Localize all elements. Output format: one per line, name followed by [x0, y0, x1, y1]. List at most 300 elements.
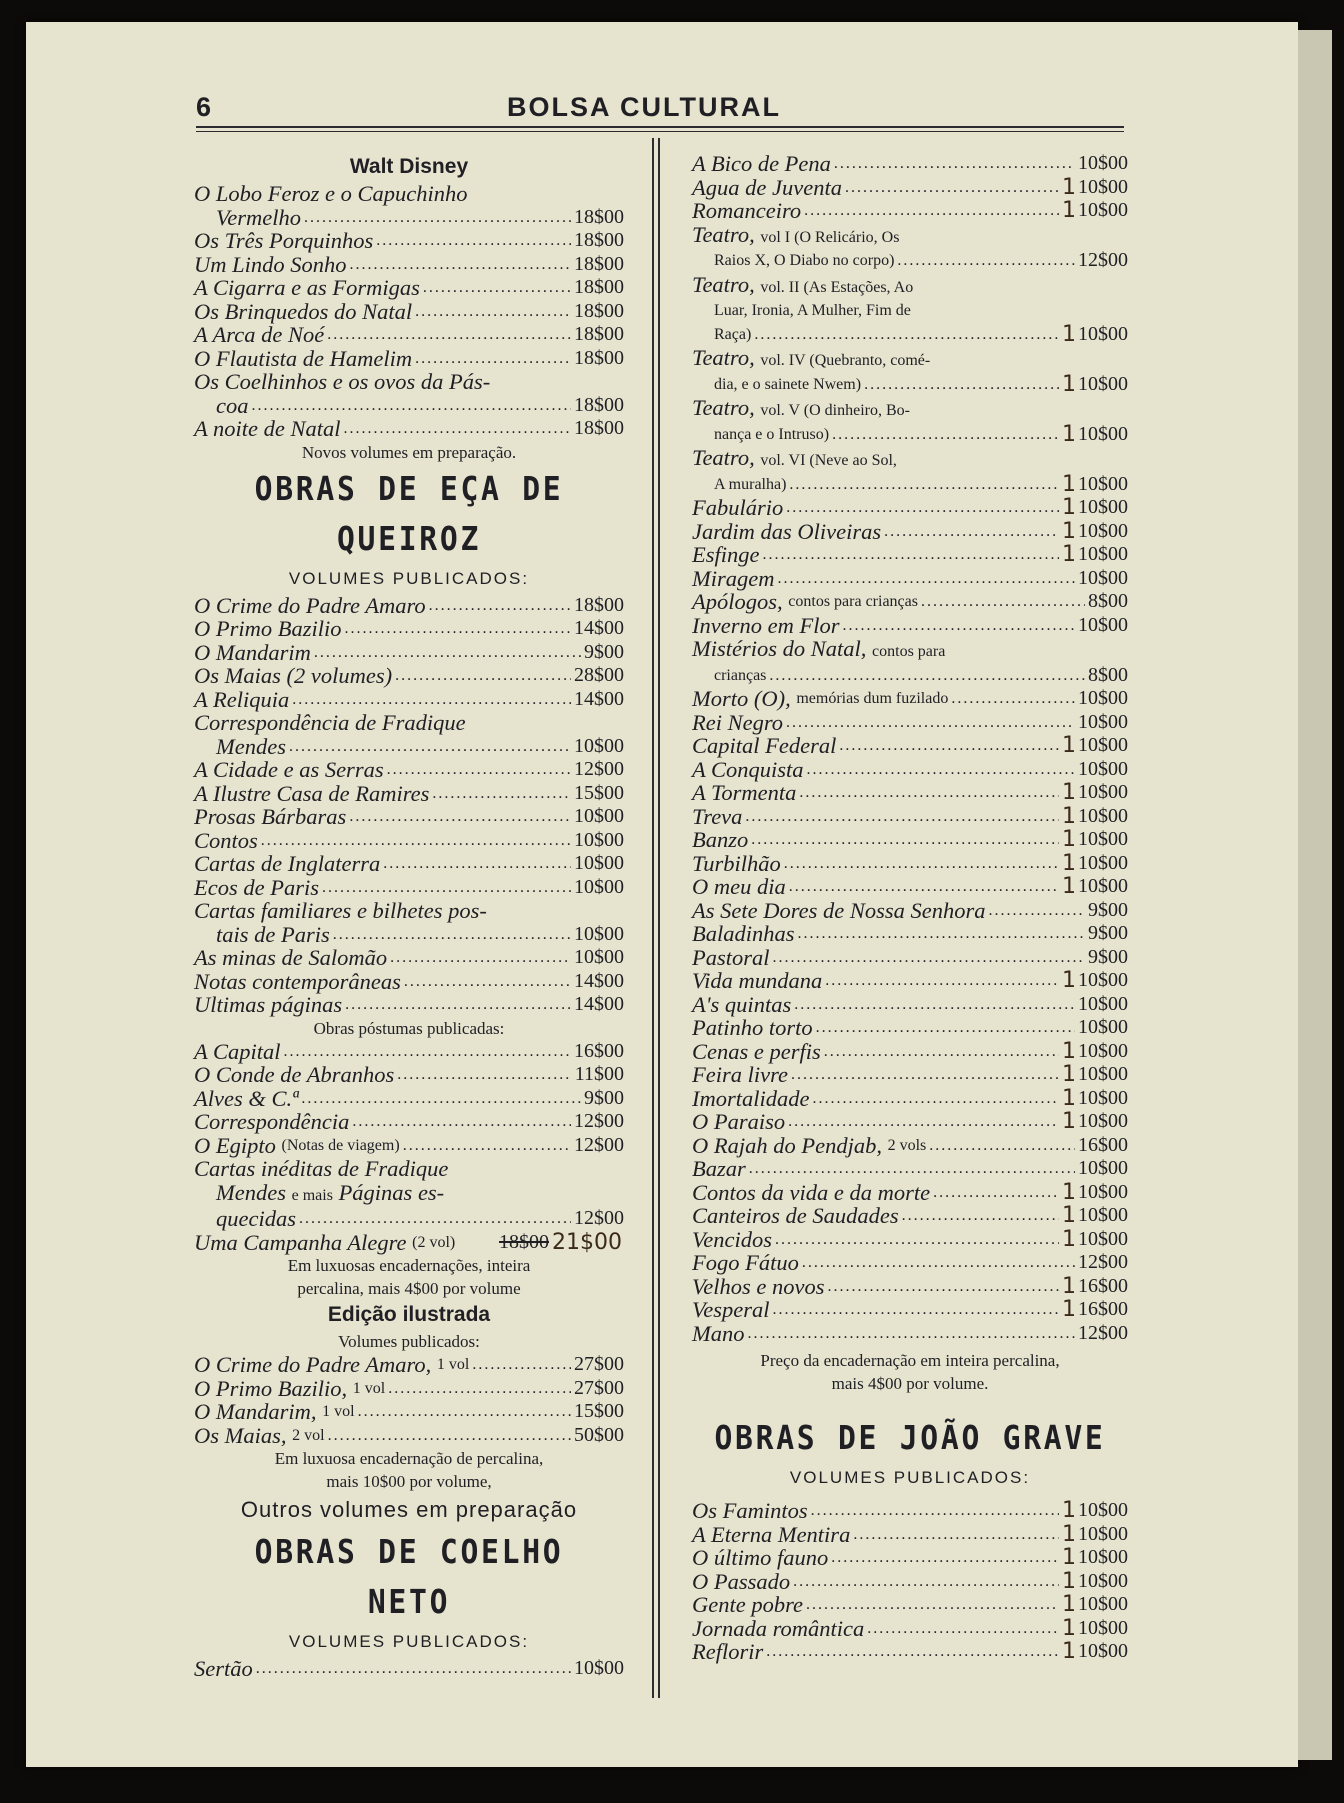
entry-price: 11$00 [574, 1063, 624, 1085]
list-item [692, 1640, 1128, 1664]
entry-title: coa [216, 392, 249, 418]
list-item [692, 758, 1128, 782]
misterios-entry [692, 637, 1128, 664]
teatro-6-line-2 [692, 473, 1128, 497]
teatro-4-entry [692, 346, 1128, 373]
entry-title: A Cidade e as Serras [194, 757, 384, 782]
entry-title: Cartas inéditas de Fradique [194, 1156, 449, 1181]
entry-title: As Sete Dores de Nossa Senhora [692, 897, 986, 923]
entry-title: O Passado [692, 1568, 791, 1594]
entry-title: Os Famintos [692, 1498, 808, 1523]
entry-title: Cartas de Inglaterra [194, 851, 381, 876]
entry-price: 12$00 [1078, 249, 1128, 271]
handwritten-mark: 1 [1062, 174, 1076, 200]
entry-price: 10$00 [574, 922, 624, 945]
entry-price: 12$00 [574, 1110, 624, 1132]
list-item [692, 922, 1128, 946]
list-item [692, 899, 1128, 923]
entry-subtitle: 1 vol [352, 1379, 386, 1397]
list-item [692, 1157, 1128, 1181]
list-item [194, 300, 624, 324]
entry-price: 10$00 [1078, 175, 1128, 198]
handwritten-mark: 1 [1062, 198, 1076, 223]
entry-subtitle: A muralha) [714, 475, 787, 493]
list-item [194, 1134, 624, 1158]
entry-title: Um Lindo Sonho [194, 251, 347, 277]
entry-price: 16$00 [1078, 1274, 1128, 1297]
list-item [692, 520, 1128, 544]
entry-price: 10$00 [1078, 1616, 1128, 1639]
entry-subtitle: nança e o Intruso) [714, 425, 830, 443]
entry-price: 10$00 [1078, 1180, 1128, 1203]
cartas-ineditas-entry [194, 1157, 624, 1207]
handwritten-mark: 1 [1062, 1498, 1076, 1523]
entry-title: A noite de Natal [194, 416, 341, 441]
entry-price: 14$00 [574, 617, 624, 639]
entry-price: 10$00 [1078, 1593, 1128, 1615]
entry-title: O Primo Bazilio, [194, 1375, 348, 1401]
entry-price: 10$00 [1078, 566, 1128, 589]
entry-title: O Flautista de Hamelim [194, 345, 413, 371]
entry-price: 18$00 [574, 276, 624, 298]
entry-title: Pastoral [692, 944, 770, 970]
entry-price: 18$00 [574, 346, 624, 369]
left-column [194, 152, 624, 1681]
entry-price: 10$00 [1078, 687, 1128, 709]
list-item [692, 946, 1128, 970]
entry-subtitle: (Notas de viagem) [281, 1136, 400, 1154]
list-item [692, 1228, 1128, 1252]
entry-title: Capital Federal [692, 733, 837, 758]
entry-title: Treva [692, 803, 743, 829]
entry-price: 10$00 [1078, 496, 1128, 518]
entry-price: 12$00 [574, 1133, 624, 1156]
teatro-6-entry [692, 446, 1128, 473]
header-rule-thin [196, 131, 1124, 132]
teatro-2-line-3 [692, 323, 1128, 347]
entry-subtitle: 2 vols [887, 1136, 927, 1154]
entry-price: 50$00 [574, 1423, 624, 1446]
entry-price: 8$00 [1088, 590, 1128, 612]
grave-list [692, 1499, 1128, 1664]
list-item [692, 805, 1128, 829]
entry-price: 10$00 [1078, 322, 1128, 345]
list-item [692, 567, 1128, 591]
list-item [692, 1087, 1128, 1111]
entry-price: 9$00 [1088, 945, 1128, 968]
ilustrada-volumes-heading: Volumes publicados: [338, 1332, 480, 1351]
list-item [194, 1063, 624, 1087]
entry-title: Os Maias, [194, 1422, 287, 1448]
entry-title: O Paraiso [692, 1109, 786, 1134]
grave-volumes-heading: VOLUMES PUBLICADOS: [789, 1468, 1031, 1487]
entry-price: 10$00 [1078, 1204, 1128, 1226]
entry-title: Correspondência de Fradique [194, 710, 466, 735]
entry-title: Fogo Fátuo [692, 1250, 799, 1275]
ilustrada-note-1: Em luxuosa encadernação de percalina, [274, 1449, 544, 1468]
list-item [194, 946, 624, 970]
handwritten-mark: 1 [1062, 321, 1076, 347]
list-item [692, 781, 1128, 805]
teatro-2-entry [692, 273, 1128, 323]
section-heading-coelho-neto: OBRAS DE COELHO NETO [254, 1532, 564, 1621]
entry-title: Sertão [194, 1656, 253, 1681]
section-heading-joao-grave: OBRAS DE JOÃO GRAVE [714, 1418, 1106, 1457]
list-item [194, 417, 624, 441]
list-item [194, 782, 624, 806]
entry-title: Rei Negro [692, 709, 784, 735]
entry-subtitle: (2 vol) [412, 1233, 456, 1251]
page-number: 6 [196, 92, 212, 122]
entry-title: Jornada romântica [692, 1615, 865, 1641]
entry-price: 10$00 [1078, 1499, 1128, 1521]
entry-price: 9$00 [1088, 922, 1128, 944]
list-item [194, 923, 624, 947]
list-item [194, 1353, 624, 1377]
entry-title: Morto (O), [692, 686, 791, 711]
section-heading-ilustrada: Edição ilustrada [327, 1303, 491, 1326]
entry-price: 10$00 [1078, 613, 1128, 636]
list-item [692, 1546, 1128, 1570]
list-item [194, 805, 624, 829]
entry-title: Os Brinquedos do Natal [194, 298, 413, 324]
entry-price: 10$00 [1078, 734, 1128, 756]
entry-title: A's quintas [692, 991, 792, 1017]
entry-title-line [194, 711, 624, 735]
entry-price: 10$00 [1078, 1522, 1128, 1545]
list-item [692, 1523, 1128, 1547]
entry-price: 10$00 [1078, 757, 1128, 780]
entry-price: 9$00 [1088, 898, 1128, 921]
entry-title: A Bico de Pena [692, 151, 831, 176]
entry-title: Baladinhas [692, 921, 795, 946]
handwritten-mark: 1 [1062, 471, 1076, 497]
entry-title: O Mandarim, [194, 1399, 317, 1424]
list-item [692, 1063, 1128, 1087]
entry-price: 18$00 [499, 1230, 549, 1253]
entry-title-line [194, 182, 624, 206]
entry-title: Mistérios do Natal, [692, 636, 867, 661]
entry-title: Gente pobre [692, 1592, 804, 1617]
entry-title: A Conquista [692, 756, 804, 782]
entry-title: Alves & C.ª [194, 1085, 299, 1111]
list-item [692, 1040, 1128, 1064]
list-item [692, 687, 1128, 711]
handwritten-mark: 1 [1062, 518, 1076, 544]
entry-subtitle: Raça) [714, 325, 752, 343]
handwritten-mark: 1 [1062, 1639, 1076, 1664]
entry-price: 10$00 [1078, 472, 1128, 495]
handwritten-mark: 1 [1062, 1521, 1076, 1547]
entry-price: 10$00 [1078, 372, 1128, 395]
list-item [194, 735, 624, 759]
entry-price: 10$00 [1078, 710, 1128, 733]
entry-title: Prosas Bárbaras [194, 804, 347, 829]
entry-price: 10$00 [1078, 422, 1128, 445]
handwritten-mark: 1 [1062, 1109, 1076, 1134]
entry-title: Contos [194, 827, 258, 853]
entry-subtitle: crianças [714, 666, 767, 684]
entry-title: Vencidos [692, 1226, 772, 1252]
handwritten-mark: 1 [1062, 421, 1076, 447]
list-item [194, 1110, 624, 1134]
list-item [692, 1181, 1128, 1205]
teatro-1-line-2 [692, 249, 1128, 273]
handwritten-mark: 1 [1062, 495, 1076, 520]
entry-price: 18$00 [574, 593, 624, 616]
entry-title: quecidas [216, 1206, 296, 1231]
list-item [194, 276, 624, 300]
entry-title: Velhos e novos [692, 1273, 825, 1299]
entry-title: Uma Campanha Alegre [194, 1229, 407, 1255]
entry-title: Vesperal [692, 1297, 770, 1322]
entry-price: 10$00 [1078, 875, 1128, 897]
entry-price: 10$00 [574, 805, 624, 827]
list-item [194, 876, 624, 900]
entry-price: 10$00 [1078, 851, 1128, 874]
list-item [692, 1593, 1128, 1617]
list-item [692, 1016, 1128, 1040]
list-item [692, 969, 1128, 993]
entry-title: Cenas e perfis [692, 1038, 821, 1064]
entry-price: 10$00 [1078, 1063, 1128, 1085]
entry-title: Teatro, [692, 395, 755, 420]
handwritten-mark: 1 [1062, 1297, 1076, 1322]
entry-title: Mendes [216, 733, 286, 759]
entry-price: 10$00 [574, 828, 624, 851]
right-column [692, 152, 1128, 1664]
entry-price: 10$00 [574, 946, 624, 968]
handwritten-mark: 1 [1062, 542, 1076, 567]
entry-price: 14$00 [574, 687, 624, 710]
entry-price: 10$00 [574, 852, 624, 874]
list-item [692, 1251, 1128, 1275]
entry-price: 18$00 [574, 205, 624, 228]
list-item [194, 347, 624, 371]
entry-price: 10$00 [574, 1657, 624, 1679]
entry-price: 18$00 [574, 252, 624, 275]
list-item [194, 993, 624, 1017]
entry-price: 10$00 [1078, 804, 1128, 827]
list-item [194, 1377, 624, 1401]
coelho-volumes-heading: VOLUMES PUBLICADOS: [288, 1632, 530, 1651]
entry-price: 10$00 [1078, 1569, 1128, 1592]
entry-price: 10$00 [1078, 152, 1128, 174]
entry-title: Cartas familiares e bilhetes pos- [194, 898, 487, 923]
entry-title: Romanceiro [692, 198, 802, 223]
entry-price: 18$00 [574, 323, 624, 345]
entry-title: Os Maias (2 volumes) [194, 663, 393, 688]
entry-title: Teatro, [692, 345, 755, 370]
list-item [194, 594, 624, 618]
list-item [692, 496, 1128, 520]
entry-title: O meu dia [692, 874, 786, 899]
list-item [692, 199, 1128, 223]
eca-list [194, 594, 624, 1017]
handwritten-mark: 1 [1062, 803, 1076, 829]
entry-price: 10$00 [1078, 1227, 1128, 1250]
list-item [194, 664, 624, 688]
entry-title: A Tormenta [692, 780, 797, 805]
entry-price: 9$00 [584, 1086, 624, 1109]
list-item [692, 543, 1128, 567]
entry-title: Miragem [692, 565, 775, 591]
entry-title: Os Coelhinhos e os ovos da Pás- [194, 369, 491, 394]
handwritten-price: 21$00 [552, 1229, 622, 1255]
entry-price: 10$00 [1078, 543, 1128, 565]
entry-title: O Conde de Abranhos [194, 1062, 395, 1087]
handwritten-mark: 1 [1062, 1062, 1076, 1087]
list-item [692, 152, 1128, 176]
list-item [692, 590, 1128, 614]
entry-title: Inverno em Flor [692, 612, 840, 638]
entry-title: Mendes [216, 1179, 286, 1205]
list-item [692, 993, 1128, 1017]
entry-title: A Arca de Noé [194, 322, 325, 347]
entry-price: 10$00 [1078, 1039, 1128, 1062]
list-item [194, 641, 624, 665]
entry-title-line [194, 370, 624, 394]
handwritten-mark: 1 [1062, 371, 1076, 397]
entry-title: Canteiros de Saudades [692, 1203, 899, 1228]
entry-title: Esfinge [692, 542, 760, 567]
entry-price: 14$00 [574, 993, 624, 1015]
entry-subtitle: vol. II (As Estações, Ao [760, 278, 914, 296]
entry-price: 10$00 [1078, 199, 1128, 221]
section-heading-eca: OBRAS DE EÇA DE QUEIROZ [254, 468, 564, 558]
next-page-edge [1298, 30, 1332, 1760]
section-heading-disney: Walt Disney [349, 155, 469, 178]
entry-title: Reflorir [692, 1639, 764, 1664]
entry-title: Banzo [692, 827, 749, 852]
entry-title: O Crime do Padre Amaro, [194, 1352, 432, 1377]
list-item [194, 1424, 624, 1448]
entry-subtitle: vol. V (O dinheiro, Bo- [760, 402, 910, 419]
sertao-entry [194, 1657, 624, 1681]
entry-price: 10$00 [1078, 1110, 1128, 1132]
list-item [692, 711, 1128, 735]
entry-subtitle: 2 vol [292, 1426, 325, 1444]
page-title: BOLSA CULTURAL [507, 92, 781, 122]
list-item [692, 614, 1128, 638]
handwritten-mark: 1 [1062, 874, 1076, 899]
entry-price: 10$00 [574, 875, 624, 898]
entry-subtitle: contos para crianças [788, 593, 918, 610]
entry-price: 10$00 [1078, 969, 1128, 991]
coelho-list-a [692, 152, 1128, 223]
entry-price: 18$00 [574, 417, 624, 439]
list-item [194, 323, 624, 347]
handwritten-mark: 1 [1062, 780, 1076, 805]
entry-subtitle: 1 vol [436, 1356, 470, 1373]
handwritten-mark: 1 [1062, 968, 1076, 993]
entry-title: A Capital [194, 1038, 281, 1064]
handwritten-mark: 1 [1062, 1226, 1076, 1252]
list-item [692, 1110, 1128, 1134]
postumas-list [194, 1040, 624, 1158]
column-divider-thin [658, 138, 660, 1698]
list-item [692, 1134, 1128, 1158]
entry-title: O Egipto [194, 1132, 276, 1158]
entry-title: O Primo Bazilio [194, 616, 342, 641]
entry-subtitle: 1 vol [322, 1403, 355, 1420]
header-rule [196, 126, 1124, 128]
teatro-5-line-2 [692, 423, 1128, 447]
entry-title: O último fauno [692, 1545, 829, 1570]
list-item [692, 875, 1128, 899]
entry-price: 16$00 [574, 1039, 624, 1062]
list-item [692, 1499, 1128, 1523]
entry-price: 12$00 [1078, 1321, 1128, 1344]
entry-title: tais de Paris [216, 921, 330, 947]
list-item [194, 852, 624, 876]
entry-price: 10$00 [1078, 828, 1128, 850]
entry-subtitle: vol. IV (Quebranto, comé- [760, 352, 931, 369]
list-item [194, 394, 624, 418]
handwritten-mark: 1 [1062, 1179, 1076, 1205]
entry-title: Fabulário [692, 495, 784, 520]
coelho-list-b [692, 496, 1128, 637]
column-divider [652, 138, 654, 1698]
entry-title: As minas de Salomão [194, 945, 388, 970]
entry-title: Feira livre [692, 1062, 789, 1087]
entry-title: Apólogos, [692, 589, 783, 614]
entry-title: Bazar [692, 1156, 746, 1181]
list-item [194, 229, 624, 253]
entry-subtitle: vol I (O Relicário, Os [760, 228, 900, 246]
list-item [692, 1204, 1128, 1228]
handwritten-mark: 1 [1062, 1038, 1076, 1064]
entry-subtitle: dia, e o sainete Nwem) [714, 375, 862, 393]
entry-price: 10$00 [1078, 1157, 1128, 1179]
entry-price: 12$00 [1078, 1251, 1128, 1273]
entry-title: Vida mundana [692, 968, 823, 993]
entry-price: 16$00 [1078, 1133, 1128, 1156]
list-item [692, 852, 1128, 876]
teatro-5-entry [692, 396, 1128, 423]
teatro-4-line-2 [692, 373, 1128, 397]
list-item [692, 1298, 1128, 1322]
entry-title: Vermelho [216, 204, 301, 230]
entry-title-line [194, 899, 624, 923]
misterios-line-2 [692, 664, 1128, 688]
campanha-entry [194, 1231, 624, 1255]
handwritten-mark: 1 [1062, 1615, 1076, 1641]
entry-title: Imortalidade [692, 1085, 810, 1111]
handwritten-mark: 1 [1062, 1085, 1076, 1111]
list-item [194, 617, 624, 641]
entry-title: A Cigarra e as Formigas [194, 275, 420, 300]
entry-price: 27$00 [574, 1376, 624, 1399]
handwritten-mark: 1 [1062, 850, 1076, 876]
entry-title: O Crime do Padre Amaro [194, 592, 426, 618]
cartas-ineditas-last-line [194, 1207, 624, 1231]
entry-price: 10$00 [1078, 1016, 1128, 1038]
entry-subtitle: Luar, Ironia, A Mulher, Fim de [714, 302, 911, 319]
list-item [692, 1322, 1128, 1346]
entry-title: O Lobo Feroz e o Capuchinho [194, 181, 468, 206]
entry-title: Agua de Juventa [692, 174, 842, 200]
handwritten-mark: 1 [1062, 827, 1076, 852]
entry-title: Contos da vida e da morte [692, 1179, 931, 1205]
entry-title: Correspondência [194, 1109, 350, 1134]
list-item [194, 829, 624, 853]
outros-volumes-note: Outros volumes em preparação [240, 1497, 578, 1522]
entry-price: 14$00 [574, 969, 624, 992]
entry-title: Ultimas páginas [194, 992, 343, 1017]
entry-title: Teatro, [692, 271, 755, 297]
entry-price: 15$00 [574, 781, 624, 804]
